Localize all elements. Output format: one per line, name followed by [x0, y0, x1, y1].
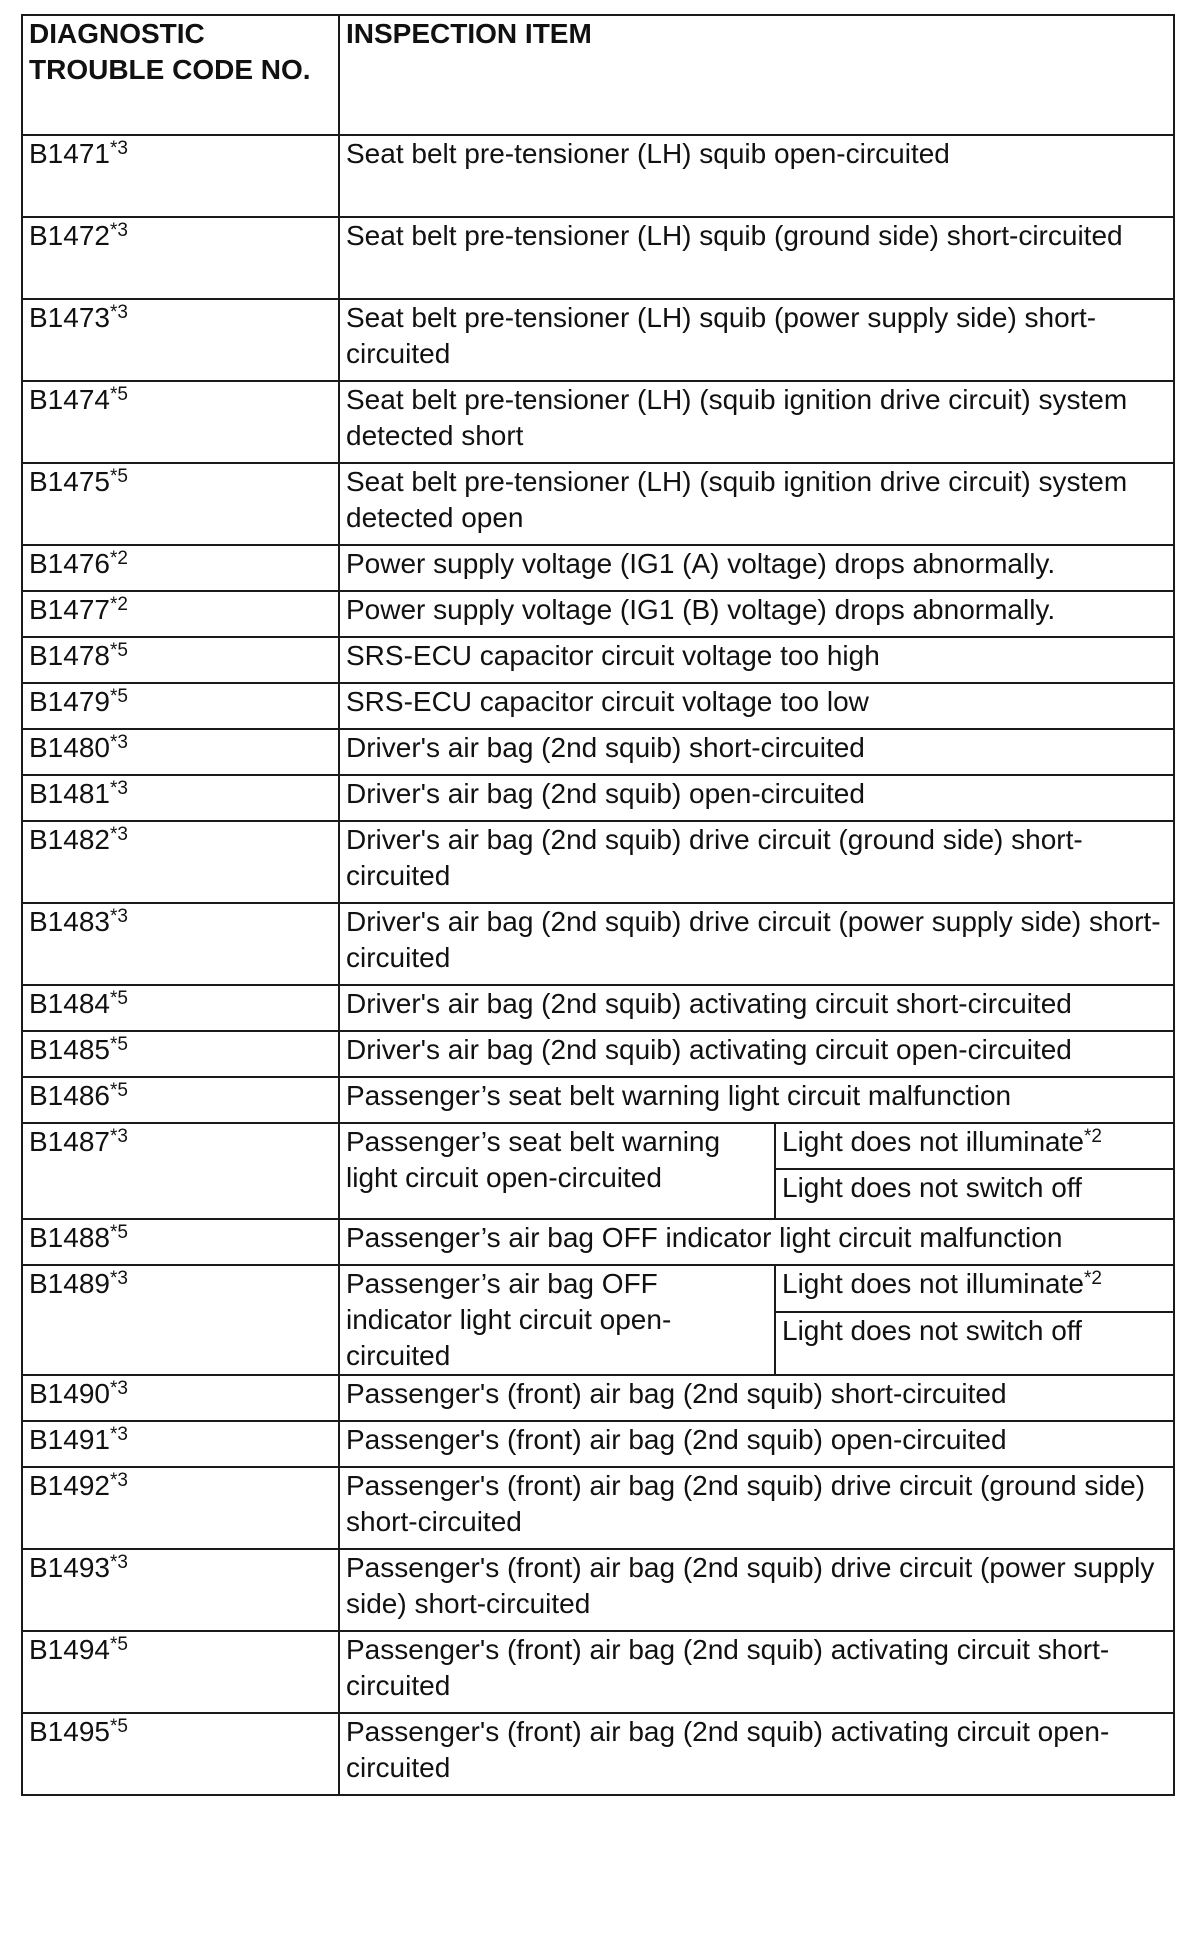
dtc-code-text: B1491	[29, 1424, 110, 1455]
dtc-code-text: B1476	[29, 548, 110, 579]
dtc-code	[22, 1631, 339, 1713]
sub-item-note: *2	[1083, 1268, 1102, 1289]
inspection-item: SRS-ECU capacitor circuit voltage too low	[339, 683, 1174, 729]
sub-item-note: *2	[1083, 1126, 1102, 1147]
header-code-column: DIAGNOSTIC TROUBLE CODE NO.	[22, 15, 339, 135]
dtc-code	[22, 729, 339, 775]
dtc-code	[22, 1077, 339, 1123]
table-row	[22, 1421, 1174, 1467]
dtc-note: *3	[109, 824, 128, 845]
inspection-item: Passenger's (front) air bag (2nd squib) activating circuit open-circuited	[339, 1713, 1174, 1795]
inspection-sub-item: Light does not switch off	[775, 1169, 1174, 1219]
dtc-note: *5	[109, 640, 128, 661]
inspection-item: Passenger’s air bag OFF indicator light circuit open-circuited	[339, 1265, 775, 1375]
inspection-item: Driver's air bag (2nd squib) short-circuited	[339, 729, 1174, 775]
inspection-item: Passenger’s seat belt warning light circuit malfunction	[339, 1077, 1174, 1123]
table-row	[22, 463, 1174, 545]
table-row	[22, 821, 1174, 903]
inspection-item: Seat belt pre-tensioner (LH) (squib ignition drive circuit) system detected open	[339, 463, 1174, 545]
dtc-code-text: B1493	[29, 1552, 110, 1583]
dtc-code-text: B1477	[29, 594, 110, 625]
dtc-code-text: B1472	[29, 220, 110, 251]
table-row	[22, 1219, 1174, 1265]
inspection-item: Passenger's (front) air bag (2nd squib) drive circuit (power supply side) short-circuited	[339, 1549, 1174, 1631]
dtc-code	[22, 1123, 339, 1219]
table-row	[22, 1549, 1174, 1631]
dtc-code-text: B1481	[29, 778, 110, 809]
dtc-note: *5	[109, 1080, 128, 1101]
dtc-note: *3	[109, 1268, 128, 1289]
dtc-code	[22, 1265, 339, 1375]
inspection-item: Passenger's (front) air bag (2nd squib) activating circuit short-circuited	[339, 1631, 1174, 1713]
dtc-code-text: B1473	[29, 302, 110, 333]
table-row	[22, 1123, 1174, 1169]
table-row	[22, 591, 1174, 637]
dtc-note: *5	[109, 686, 128, 707]
table-row	[22, 1467, 1174, 1549]
dtc-note: *3	[109, 732, 128, 753]
dtc-code-text: B1495	[29, 1716, 110, 1747]
table-row	[22, 1031, 1174, 1077]
inspection-item: Passenger's (front) air bag (2nd squib) short-circuited	[339, 1375, 1174, 1421]
header-item-column: INSPECTION ITEM	[339, 15, 1174, 135]
inspection-item: Passenger’s seat belt warning light circuit open-circuited	[339, 1123, 775, 1219]
dtc-note: *5	[109, 1034, 128, 1055]
dtc-code	[22, 463, 339, 545]
dtc-code	[22, 1549, 339, 1631]
dtc-code	[22, 217, 339, 299]
dtc-code	[22, 821, 339, 903]
inspection-item: Passenger's (front) air bag (2nd squib) open-circuited	[339, 1421, 1174, 1467]
dtc-code	[22, 545, 339, 591]
dtc-note: *3	[109, 302, 128, 323]
dtc-code-text: B1484	[29, 988, 110, 1019]
dtc-code-text: B1474	[29, 384, 110, 415]
table-row	[22, 381, 1174, 463]
dtc-code	[22, 1467, 339, 1549]
dtc-note: *3	[109, 1470, 128, 1491]
table-row	[22, 729, 1174, 775]
dtc-code	[22, 591, 339, 637]
table-row	[22, 1631, 1174, 1713]
table-row	[22, 217, 1174, 299]
inspection-item: Passenger's (front) air bag (2nd squib) drive circuit (ground side) short-circuited	[339, 1467, 1174, 1549]
inspection-sub-item: Light does not switch off	[775, 1312, 1174, 1375]
dtc-note: *2	[109, 548, 128, 569]
table-row	[22, 135, 1174, 217]
dtc-note: *3	[109, 778, 128, 799]
inspection-item: Driver's air bag (2nd squib) open-circuited	[339, 775, 1174, 821]
dtc-note: *5	[109, 1222, 128, 1243]
dtc-code	[22, 1031, 339, 1077]
dtc-code-text: B1494	[29, 1634, 110, 1665]
dtc-code	[22, 299, 339, 381]
inspection-item: Power supply voltage (IG1 (A) voltage) drops abnormally.	[339, 545, 1174, 591]
dtc-note: *3	[109, 220, 128, 241]
table-row	[22, 1375, 1174, 1421]
dtc-code	[22, 1421, 339, 1467]
inspection-item: Driver's air bag (2nd squib) drive circuit (power supply side) short-circuited	[339, 903, 1174, 985]
dtc-note: *3	[109, 1126, 128, 1147]
table-row	[22, 985, 1174, 1031]
table-row	[22, 299, 1174, 381]
inspection-item: SRS-ECU capacitor circuit voltage too high	[339, 637, 1174, 683]
dtc-code-text: B1486	[29, 1080, 110, 1111]
inspection-item: Seat belt pre-tensioner (LH) squib open-circuited	[339, 135, 1174, 217]
dtc-code-text: B1478	[29, 640, 110, 671]
dtc-note: *3	[109, 1378, 128, 1399]
dtc-code	[22, 985, 339, 1031]
inspection-item: Seat belt pre-tensioner (LH) (squib ignition drive circuit) system detected short	[339, 381, 1174, 463]
dtc-code	[22, 1375, 339, 1421]
dtc-note: *5	[109, 988, 128, 1009]
dtc-note: *5	[109, 1634, 128, 1655]
inspection-item: Passenger’s air bag OFF indicator light circuit malfunction	[339, 1219, 1174, 1265]
dtc-code-text: B1490	[29, 1378, 110, 1409]
dtc-code-text: B1475	[29, 466, 110, 497]
dtc-code-text: B1488	[29, 1222, 110, 1253]
inspection-item: Driver's air bag (2nd squib) drive circuit (ground side) short-circuited	[339, 821, 1174, 903]
table-row	[22, 1713, 1174, 1795]
table-header-row	[22, 15, 1174, 135]
inspection-item: Driver's air bag (2nd squib) activating circuit open-circuited	[339, 1031, 1174, 1077]
dtc-code-text: B1485	[29, 1034, 110, 1065]
inspection-sub-item	[775, 1265, 1174, 1312]
dtc-note: *5	[109, 466, 128, 487]
inspection-item: Power supply voltage (IG1 (B) voltage) drops abnormally.	[339, 591, 1174, 637]
inspection-sub-item	[775, 1123, 1174, 1169]
dtc-note: *5	[109, 1716, 128, 1737]
dtc-inspection-table	[21, 14, 1175, 1796]
inspection-item: Seat belt pre-tensioner (LH) squib (power supply side) short-circuited	[339, 299, 1174, 381]
sub-item-text: Light does not illuminate	[782, 1268, 1084, 1299]
dtc-note: *2	[109, 594, 128, 615]
dtc-code-text: B1482	[29, 824, 110, 855]
dtc-note: *5	[109, 384, 128, 405]
dtc-code	[22, 637, 339, 683]
dtc-code	[22, 135, 339, 217]
dtc-code	[22, 775, 339, 821]
table-row	[22, 775, 1174, 821]
dtc-code-text: B1471	[29, 138, 110, 169]
inspection-item: Driver's air bag (2nd squib) activating circuit short-circuited	[339, 985, 1174, 1031]
table-row	[22, 683, 1174, 729]
table-row	[22, 903, 1174, 985]
table-row	[22, 1265, 1174, 1312]
dtc-code-text: B1479	[29, 686, 110, 717]
dtc-code	[22, 381, 339, 463]
table-row	[22, 637, 1174, 683]
dtc-note: *3	[109, 138, 128, 159]
dtc-code-text: B1492	[29, 1470, 110, 1501]
dtc-code	[22, 1219, 339, 1265]
dtc-note: *3	[109, 1552, 128, 1573]
table-row	[22, 545, 1174, 591]
dtc-code-text: B1489	[29, 1268, 110, 1299]
dtc-code-text: B1487	[29, 1126, 110, 1157]
sub-item-text: Light does not illuminate	[782, 1126, 1084, 1157]
dtc-code	[22, 683, 339, 729]
dtc-code	[22, 1713, 339, 1795]
dtc-note: *3	[109, 1424, 128, 1445]
dtc-code-text: B1483	[29, 906, 110, 937]
table-row	[22, 1077, 1174, 1123]
dtc-code	[22, 903, 339, 985]
dtc-code-text: B1480	[29, 732, 110, 763]
dtc-note: *3	[109, 906, 128, 927]
inspection-item: Seat belt pre-tensioner (LH) squib (ground side) short-circuited	[339, 217, 1174, 299]
